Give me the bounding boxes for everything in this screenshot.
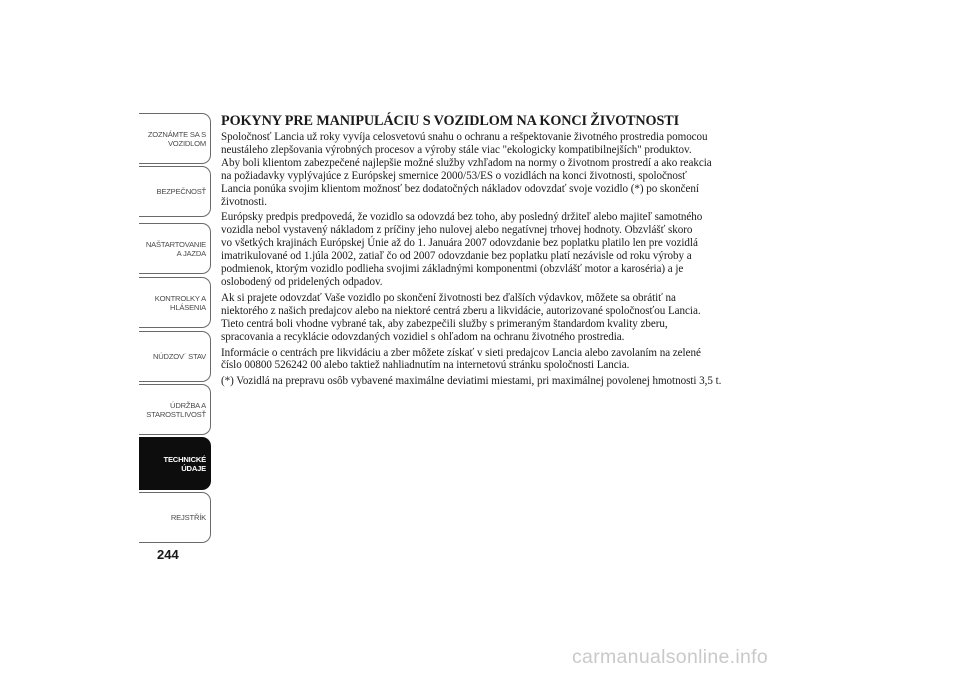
tab-label-line: HLÁSENIA — [170, 302, 206, 312]
tab-label-line: KONTROLKY A — [154, 293, 206, 303]
text-line: Lancia ponúka svojim klientom možnosť bez dodatočných nákladov odovzdať svoje vozidlo (*) po skončení — [221, 182, 699, 195]
tab-technicke-udaje[interactable] — [139, 437, 211, 490]
page-number: 244 — [157, 547, 179, 562]
text-line: vozidla nebol vystavený nákladom z príčiny jeho nulovej alebo negatívnej trhovej hodnoty. Obzvlášť skoro — [221, 224, 693, 237]
text-line: Ak si prajete odovzdať Vaše vozidlo po skončení životnosti bez ďalších výdavkov, môžete sa obrátiť na — [221, 291, 676, 304]
text-line: imatrikulované od 1.júla 2002, zatiaľ čo od 2007 odovzdanie bez poplatku platí nezávisle od roku výroby a — [221, 250, 692, 263]
tab-label-line: TECHNICKÉ — [163, 454, 206, 464]
tab-label-line: VOZIDLOM — [167, 138, 206, 148]
tab-label-line: NÚDZOV´ STAV — [152, 352, 206, 361]
text-line: na požiadavky vyplývajúce z Európskej smernice 2000/53/ES o vozidlách na konci životnosti, spoločnosť — [221, 169, 687, 182]
tab-udrzba-a-starostlivost[interactable] — [139, 384, 211, 435]
tab-zoznamte-sa-s-vozidlom[interactable] — [139, 113, 211, 164]
text-line: neustáleho zlepšovania výrobných procesov a výroby stále viac "ekologicky kompatibilnejších" produktov. — [221, 143, 692, 156]
tab-nudzovy-stav[interactable] — [139, 331, 211, 382]
text-line: Tieto centrá boli vhodne vybrané tak, aby zabezpečili služby s primeraným štandardom kvality zberu, — [221, 317, 668, 330]
tab-label-line: ZOZNÁMTE SA S — [147, 129, 206, 139]
text-line: číslo 00800 526242 00 alebo taktiež nahliadnutím na internetovú stránku spoločnosti Lancia. — [221, 359, 630, 372]
text-line: podmienok, ktorým vozidlo podlieha svojimi základnými komponentmi (obzvlášť motor a karoséria) a je — [221, 263, 684, 276]
text-line: niektorého z našich predajcov alebo na niektoré centrá zberu a likvidácie, autorizované spoločnosťou Lancia. — [221, 304, 701, 317]
text-line: vo všetkých krajinách Európskej Únie až do 1. Januára 2007 odovzdanie bez poplatku platilo len pre vozidlá — [221, 237, 698, 250]
paragraph-intro — [221, 131, 821, 208]
tab-label-line: STAROSTLIVOSŤ — [146, 409, 206, 419]
text-line: (*) Vozidlá na prepravu osôb vybavené maximálne deviatimi miestami, pri maximálnej povolenej hmotnosti 3,5 t. — [221, 375, 722, 388]
text-line: oslobodený od pridelených odpadov. — [221, 275, 383, 288]
tab-bezpecnost[interactable] — [139, 166, 211, 217]
text-line: spracovania a recyklácie odovzdaných vozidiel s ohľadom na ochranu životného prostredia. — [221, 330, 625, 343]
tab-label-line: BEZPEČNOSŤ — [156, 187, 206, 196]
text-line: životnosti. — [221, 195, 267, 208]
tab-label-line: REJSTŘÍK — [170, 513, 206, 522]
tab-rejstrik[interactable] — [139, 492, 211, 543]
text-line: Spoločnosť Lancia už roky vyvíja celosvetovú snahu o ochranu a rešpektovanie životného prostredia pomocou — [221, 131, 708, 143]
paragraph-handover — [221, 292, 821, 344]
paragraph-regulation — [221, 211, 821, 288]
tab-label-line: ÚDAJE — [181, 463, 206, 473]
main-content — [221, 113, 821, 391]
text-line: Aby boli klientom zabezpečené najlepšie možné služby vzhľadom na normy o životnom prostredí a ako reakcia — [221, 156, 712, 169]
tab-label-line: A JAZDA — [176, 248, 206, 258]
watermark-text: carmanualsonline.info — [572, 646, 768, 668]
text-line: Európsky predpis predpovedá, že vozidlo sa odovzdá bez toho, aby posledný držiteľ alebo majiteľ samotného — [221, 211, 703, 224]
paragraph-footnote — [221, 375, 821, 388]
paragraph-information — [221, 347, 821, 373]
tab-label-line: ÚDRŽBA A — [170, 400, 206, 410]
tab-nastartovanie-a-jazda[interactable] — [139, 223, 211, 274]
text-line: Informácie o centrách pre likvidáciu a zber môžete získať v sieti predajcov Lancia alebo zavolaním na zelené — [221, 346, 701, 359]
tab-kontrolky-a-hlasenia[interactable] — [139, 277, 211, 328]
section-title: POKYNY PRE MANIPULÁCIU S VOZIDLOM NA KONCI ŽIVOTNOSTI — [221, 113, 680, 129]
tab-label-line: NAŠTARTOVANIE — [145, 239, 206, 249]
